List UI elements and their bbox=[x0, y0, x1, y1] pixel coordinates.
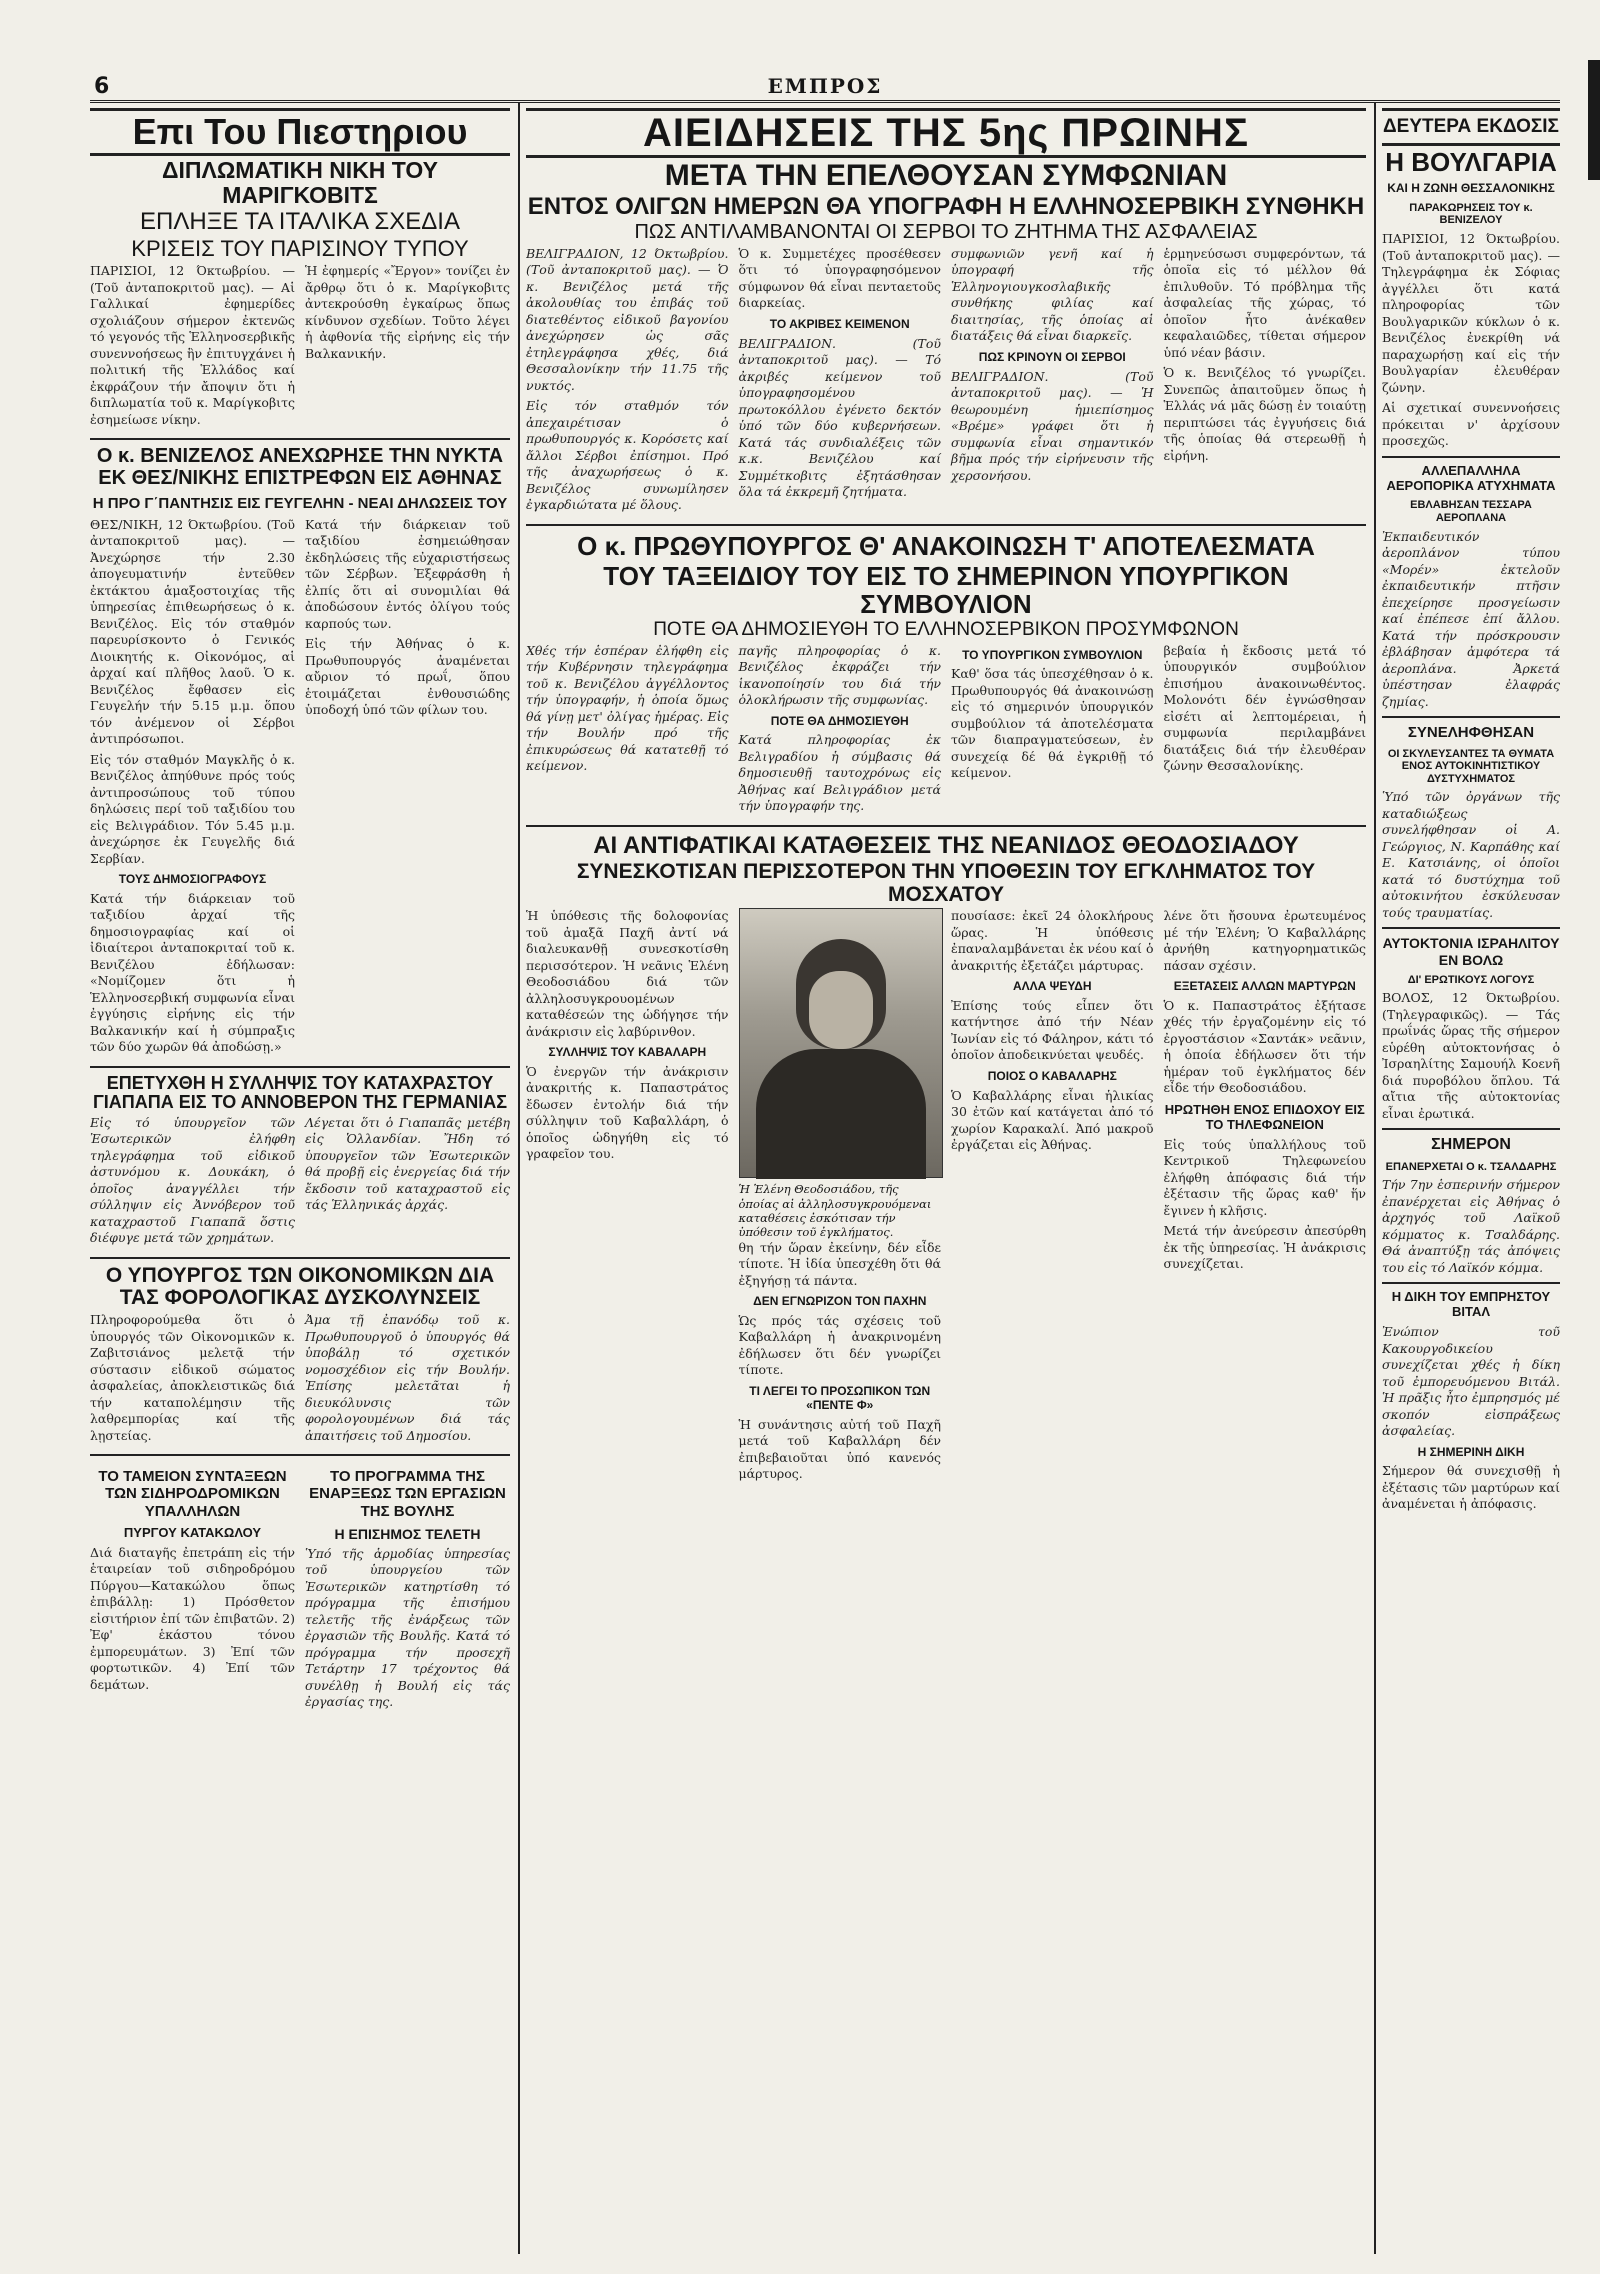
article-text: ΒΕΛΙΓΡΑΔΙΟΝ, 12 Όκτωβρίου. (Τοῦ ἀνταποκριτοῦ μας). — Ὁ κ. Βενιζέλος μετά τῆς ἀκολουθίας του ἐπιβάς τοῦ διατεθέντος εἰδικοῦ βαγονίου ἀνεχώρησεν ὡς σᾶς ἐτηλεγράφησα χθές, διά Θεσσαλονίκην τήν 11.75 τῆς νυκτός. bbox=[526, 245, 729, 393]
article-text: Ὁ κ. Παπαστράτος ἐξήτασε χθές τήν ἐργαζομένην εἰς τό ἐργοστάσιον «Σαντάκ» νεᾶνιν, ἡ ὁποία ἐδήλωσεν ὅτι τήν ἡμέραν τοῦ ἐγκλήματος δέν εἶδε τήν Θεοδοσιάδου. bbox=[1163, 997, 1366, 1096]
subheadline-serbs-judge: ΠΩΣ ΚΡΙΝΟΥΝ ΟΙ ΣΕΡΒΟΙ bbox=[978, 349, 1126, 364]
article-text: πουσίασε: ἐκεῖ 24 ὁλοκλήρους ὥρας. Ἡ ὑπόθεσις ἐπαναλαμβάνεται ἐκ νέου καί ὁ ἀνακριτής ἐξετάζει μάρτυρας. bbox=[951, 908, 1154, 973]
page-number: 6 bbox=[94, 74, 110, 99]
article-text: Πληροφορούμεθα ὅτι ὁ ὑπουργός τῶν Οἰκονομικῶν κ. Ζαβιτσιάνος μελετᾷ τήν σύστασιν εἰδικοῦ σώματος ἀσφαλείας, ἀποκλειστικῶς διά τήν καταπολέμησιν τῆς λαθρεμπορίας καί τῆς λῃστείας. bbox=[90, 1312, 295, 1443]
article-text: Ἡ ἐφημερίς «Ἔργον» τονίζει ἐν ἄρθρῳ ὅτι ὁ κ. Μαρίγκοβιτς ἀντεκρούσθη ἐγκαίρως ὅπως κίνδυνον σχεδίων. Τοῦτο λέγει ἡ ἀφθονία τῆς εἰρήνης εἰς τήν Βαλκανικήν. bbox=[305, 263, 510, 361]
subheadline-looters: ΟΙ ΣΚΥΛΕΥΣΑΝΤΕΣ ΤΑ ΘΥΜΑΤΑ ΕΝΟΣ ΑΥΤΟΚΙΝΗΤΙΣΤΙΚΟΥ ΔΥΣΤΥΧΗΜΑΤΟΣ bbox=[1387, 747, 1555, 785]
headline-air-accidents: ΑΛΛΕΠΑΛΛΗΛΑ ΑΕΡΟΠΟΡΙΚΑ ΑΤΥΧΗΜΑΤΑ bbox=[1386, 462, 1556, 493]
torn-page-edge bbox=[1588, 60, 1600, 180]
article-text: Ὁ κ. Συμμετέχες προσέθεσεν ὅτι τό ὑπογραφησόμενον σύμφωνον θά εἶναι πενταετοῦς διαρκείας. bbox=[738, 245, 941, 311]
headline-vital-trial: Η ΔΙΚΗ ΤΟΥ ΕΜΠΡΗΣΤΟΥ ΒΙΤΑΛ bbox=[1391, 1289, 1551, 1320]
right-column bbox=[1382, 108, 1560, 2254]
headline-suicide-volos: ΑΥΤΟΚΤΟΝΙΑ ΙΣΡΑΗΛΙΤΟΥ ΕΝ ΒΟΛΩ bbox=[1382, 935, 1560, 968]
subheadline-other-witnesses: ΕΞΕΤΑΣΕΙΣ ΑΛΛΩΝ ΜΑΡΤΥΡΩΝ bbox=[1173, 979, 1356, 994]
subheadline-todays-trial: Η ΣΗΜΕΡΙΝΗ ΔΙΚΗ bbox=[1417, 1444, 1525, 1459]
article-text: Εἰς τήν Ἀθήνας ὁ κ. Πρωθυπουργός ἀναμένεται αὔριον τό πρωΐ, ὅπου ἑτοιμάζεται ἐνθουσιώδης ὑποδοχή ὑπό τῶν φίλων του. bbox=[305, 636, 510, 718]
article-text: Χθές τήν ἑσπέραν ἐλήφθη εἰς τήν Κυβέρνησιν τηλεγράφημα τοῦ κ. Βενιζέλου ἀγγέλλοντος τήν ὑπογραφήν, ἡ ὁποία ὅμως θά γίνῃ μετ' ὀλίγας ἡμέρας. Εἰς τήν Βουλήν πρό τῆς ἐπικυρώσεως θά κατατεθῇ τό κείμενον. bbox=[526, 642, 729, 774]
article-text: Λέγεται ὅτι ὁ Γιαπαπᾶς μετέβη εἰς Ὁλλανδίαν. Ἤδη τό ὑπουργεῖον τῶν Ἐσωτερικῶν θά προβῇ εἰς ἐνεργείας διά τήν ἔκδοσιν τοῦ καταχραστοῦ εἰς τάς Ἑλληνικάς ἀρχάς. bbox=[305, 1114, 510, 1213]
article-text: Ὁ Καβαλλάρης εἶναι ἡλικίας 30 ἐτῶν καί κατάγεται ἀπό τό χωρίον Καρακαλί. Ἀπό μακροῦ ἐργάζεται εἰς Ἀθήνας. bbox=[951, 1087, 1154, 1153]
subheadline-four-planes: ΕΒΛΑΒΗΣΑΝ ΤΕΣΣΑΡΑ ΑΕΡΟΠΛΑΝΑ bbox=[1410, 499, 1532, 525]
headline-cabinet-meeting: ΤΟΥ ΤΑΞΕΙΔΙΟΥ ΤΟΥ ΕΙΣ ΤΟ ΣΗΜΕΡΙΝΟΝ ΥΠΟΥΡΓΙΚΟΝ ΣΥΜΒΟΥΛΙΟΝ bbox=[603, 560, 1289, 620]
headline-treaty-signing: ΕΝΤΟΣ ΟΛΙΓΩΝ ΗΜΕΡΩΝ ΘΑ ΥΠΟΓΡΑΦΗ Η ΕΛΛΗΝΟΣΕΡΒΙΚΗ ΣΥΝΘΗΚΗ bbox=[527, 193, 1365, 221]
headline-bulgaria: Η ΒΟΥΛΓΑΡΙΑ bbox=[1385, 146, 1557, 177]
subheadline-arrest-kavallaris: ΣΥΛΛΗΨΙΣ ΤΟΥ ΚΑΒΑΛΑΡΗ bbox=[548, 1045, 707, 1060]
subheadline-when-published: ΠΟΤΕ ΘΑ ΔΗΜΟΣΙΕΥΘΗ bbox=[770, 713, 909, 728]
article-text: Ἐκπαιδευτικόν ἀεροπλάνον τύπου «Μορέν» ἐκτελοῦν ἐκπαιδευτικήν πτῆσιν ἐπεχείρησε προσγείωσιν καί ἐπέπεσε ἐπί ἄλλου. Κατά τήν πρόσκρουσιν ἐβλάβησαν ἀμφότερα τά ἀεροπλάνα. Ἀρκετά ὑπέστησαν ἐλαφράς ζημίας. bbox=[1382, 528, 1560, 709]
article-text: Ἐνώπιον τοῦ Κακουργοδικείου συνεχίζεται χθές ἡ δίκη τοῦ ἐμπορευόμενου Βιτάλ. Ἡ πρᾶξις ἦτο ἐμπρησμός μέ σκοπόν εἰσπράξεως ἀσφαλείας. bbox=[1382, 1324, 1560, 1439]
headline-parliament-program: ΤΟ ΠΡΟΓΡΑΜΜΑ ΤΗΣ ΕΝΑΡΞΕΩΣ ΤΩΝ ΕΡΓΑΣΙΩΝ ΤΗΣ ΒΟΥΛΗΣ bbox=[309, 1468, 506, 1520]
headline-finance-minister: Ο ΥΠΟΥΡΓΟΣ ΤΩΝ ΟΙΚΟΝΟΜΙΚΩΝ ΔΙΑ ΤΑΣ ΦΟΡΟΛΟΓΙΚΑΣ ΔΥΣΚΟΛΥΝΣΕΙΣ bbox=[105, 1263, 495, 1310]
article-text: Ἐπίσης τούς εἶπεν ὅτι κατήντησε ἀπό τήν Νέαν Ἰωνίαν εἰς τό Φάληρον, κάτι τό ὁποῖον ἀποδεικνύεται ψευδές. bbox=[951, 997, 1154, 1063]
headline-pension-fund: ΤΟ ΤΑΜΕΙΟΝ ΣΥΝΤΑΞΕΩΝ ΤΩΝ ΣΙΔΗΡΟΔΡΟΜΙΚΩΝ ΥΠΑΛΛΗΛΩΝ bbox=[98, 1468, 287, 1520]
article-text: Ἡ συνάντησις αὐτή τοῦ Παχῆ μετά τοῦ Καβαλλάρη δέν ἐπιβεβαιοῦται ὑπό κανενός μάρτυρος. bbox=[738, 1416, 941, 1482]
subheadline-telephone: ΗΡΩΤΗΘΗ ΕΝΟΣ ΕΠΙΔΟΧΟΥ ΕΙΣ ΤΟ ΤΗΛΕΦΩΝΕΙΟΝ bbox=[1164, 1101, 1365, 1132]
portrait-photo bbox=[739, 908, 944, 1178]
column-rule bbox=[518, 102, 520, 2254]
headline-marigkovits: ΔΙΠΛΩΜΑΤΙΚΗ ΝΙΚΗ ΤΟΥ ΜΑΡΙΓΚΟΒΙΤΣ bbox=[161, 156, 439, 208]
page-header-bar bbox=[90, 74, 1560, 103]
section-banner-news: ΑΙΕΙΔΗΣΕΙΣ ΤΗΣ 5ης ΠΡΩΙΝΗΣ bbox=[526, 108, 1366, 158]
subheadline-who-kavallaris: ΠΟΙΟΣ Ο ΚΑΒΑΛΑΡΗΣ bbox=[987, 1068, 1117, 1083]
article-text: Εἰς τό ὑπουργεῖον τῶν Ἐσωτερικῶν ἐλήφθη τηλεγράφημα τοῦ εἰδικοῦ ἀστυνόμου κ. Δουκάκη, ὁ ὁποῖος ἀναγγέλλει τήν σύλληψιν εἰς Ἀννόβερον τοῦ καταχραστοῦ Γιαπαπᾶ ὅστις διέφυγε μετά τῶν χρημάτων. bbox=[90, 1114, 295, 1246]
article-text: Σήμερον θά συνεχισθῇ ἡ ἐξέτασις τῶν μαρτύρων καί ἀναμένεται ἡ ἀπόφασις. bbox=[1382, 1463, 1560, 1512]
article-text: συμφωνιῶν γενῆ καί ἡ ὑπογραφή τῆς Ἑλληνογιουγκοσλαβικῆς συνθήκης φιλίας καί διαιτησίας, τῆς ὁποίας αἱ διατάξεις θά εἶναι διαρκεῖς. bbox=[951, 245, 1154, 344]
subheadline-ceremony: Η ΕΠΙΣΗΜΟΣ ΤΕΛΕΤΗ bbox=[334, 1525, 481, 1542]
left-column bbox=[90, 108, 510, 2254]
masthead: ΕΜΠΡΟΣ bbox=[767, 74, 883, 98]
article-text: ἑρμηνεύσωσι συμφερόντων, τά ὁποῖα εἰς τό μέλλον θά ἐπιλυθοῦν. Τό πρόβλημα τῆς ἀσφαλείας τῆς χώρας, τό ὁποῖον ἦτο ἀνέκαθεν κεφαλαιῶδες, τίθεται σήμερον ὑπό νέαν βάσιν. bbox=[1163, 245, 1366, 360]
subheadline-concessions: ΠΑΡΑΚΩΡΗΣΕΙΣ ΤΟΥ κ. ΒΕΝΙΖΕΛΟΥ bbox=[1409, 201, 1533, 227]
article-text: Ἀμα τῇ ἐπανόδῳ τοῦ κ. Πρωθυπουργοῦ ὁ ὑπουργός θά ὑποβάλῃ τό σχετικόν νομοσχέδιον εἰς τήν Βουλήν. Ἐπίσης μελετᾶται ἡ διευκόλυνσις τῶν φορολογουμένων διά τάς ἀπαιτήσεις τοῦ Δημοσίου. bbox=[305, 1312, 510, 1443]
headline-moschato-crime: ΣΥΝΕΣΚΟΤΙΣΑΝ ΠΕΡΙΣΣΟΤΕΡΟΝ ΤΗΝ ΥΠΟΘΕΣΙΝ ΤΟΥ ΕΓΚΛΗΜΑΤΟΣ ΤΟΥ ΜΟΣΧΑΤΟΥ bbox=[576, 859, 1316, 906]
article-text: Διά διαταγῆς ἐπετράπη εἰς τήν ἑταιρείαν τοῦ σιδηροδρόμου Πύργου—Κατακώλου ὅπως ἐπιβάλλῃ: 1) Πρόσθετον εἰσιτήριον ἐπί τῶν ἐπιβατῶν. 2) Ἐφ' ἑκάστου τόνου ἐμπορευμάτων. 3) Ἐπί τῶν φορτωτικῶν. 4) Ἐπί τῶν δεμάτων. bbox=[90, 1544, 295, 1692]
article-text: Τήν 7ην ἑσπερινήν σήμερον ἐπανέρχεται εἰς Ἀθήνας ὁ ἀρχηγός τοῦ Λαϊκοῦ κόμματος κ. Τσαλδάρης. Θά ἀναπτύξῃ τάς ἀπόψεις του εἰς τό Λαϊκόν κόμμα. bbox=[1382, 1177, 1560, 1275]
article-text: Αἱ σχετικαί συνεννοήσεις πρόκειται ν' ἀρχίσουν προσεχῶς. bbox=[1382, 400, 1560, 449]
article-text: Ὡς πρός τάς σχέσεις τοῦ Καβαλλάρη ἡ ἀνακρινομένη ἐδήλωσεν ὅτι δέν γνωρίζει τίποτε. bbox=[738, 1312, 941, 1378]
subheadline-tsaldaris: ΕΠΑΝΕΡΧΕΤΑΙ Ο κ. ΤΣΑΛΔΑΡΗΣ bbox=[1385, 1160, 1557, 1173]
article-text: Εἰς τόν σταθμόν τόν ἀπεχαιρέτισαν ὁ πρωθυπουργός κ. Κορόσετς καί ἄλλοι Σέρβοι ἐπίσημοι. Πρό τῆς ἀναχωρήσεως ὁ κ. Βενιζέλος συνωμίλησεν ἐγκαρδιώτατα μέ ὅλους. bbox=[526, 398, 729, 513]
article-text: Ἡ ὑπόθεσις τῆς δολοφονίας τοῦ ἀμαξᾶ Παχῆ ἀντί νά διαλευκανθῇ συνεσκοτίσθη περισσότερον. Ἡ νεᾶνις Ἑλένη Θεοδοσιάδου διά τῶν ἀλληλοσυγκρουομένων καταθέσεών της ὡδήγησε τήν ἀνάκρισιν εἰς λαβύρινθον. bbox=[526, 908, 729, 1039]
article-text: Ὑπό τῶν ὀργάνων τῆς καταδιώξεως συνελήφθησαν οἱ Α. Γεώργιος, Ν. Καρπάθης καί Ε. Κατσιάνης, οἱ ὁποῖοι κατά τό δυστύχημα τοῦ αὐτοκινήτου ἐσκύλευσαν τούς τραυματίας. bbox=[1382, 789, 1560, 920]
article-text: Εἰς τόν σταθμόν Μαγκλῆς ὁ κ. Βενιζέλος ἀπηύθυνε πρός τούς ἀντιπροσώπους τοῦ τύπου δηλώσεις περί τοῦ ταξιδίου του εἰς Βελιγράδιον. Τόν 5.45 μ.μ. ἀνεχώρησε ἐκ Γευγελῆς διά Σερβίαν. bbox=[90, 751, 295, 866]
subheadline-thessaloniki-zone: ΚΑΙ Η ΖΩΝΗ ΘΕΣΣΑΛΟΝΙΚΗΣ bbox=[1387, 181, 1555, 196]
article-text: ΠΑΡΙΣΙΟΙ, 12 Όκτωβρίου. (Τοῦ ἀνταποκριτοῦ μας). — Τηλεγράφημα ἐκ Σόφιας ἀγγέλλει ὅτι κατά πληροφορίας τῶν Βουλγαρικῶν κύκλων ὁ κ. Βενιζέλος ἐνεκρίθη νά παραχωρήσῃ καί εἰς τήν Βουλγαρίαν ἐλευθέραν ζώνην. bbox=[1382, 231, 1560, 395]
subheadline-security: ΠΩΣ ΑΝΤΙΛΑΜΒΑΝΟΝΤΑΙ ΟΙ ΣΕΡΒΟΙ ΤΟ ΖΗΤΗΜΑ ΤΗΣ ΑΣΦΑΛΕΙΑΣ bbox=[634, 221, 1258, 244]
subheadline-but-false: ΑΛΛΑ ΨΕΥΔΗ bbox=[1012, 979, 1092, 994]
article-text: βεβαία ἡ ἔκδοσις μετά τό ὑπουργικόν συμβούλιον ἐπισήμου ἀνακοινωθέντος. Μολονότι δέν ἐγνώσθησαν εἰσέτι αἱ λεπτομέρειαι, ἡ συμφωνία περιλαμβάνει διατάξεις διά τήν ἐλευθέραν ζώνην Θεσσαλονίκης. bbox=[1163, 642, 1366, 774]
article-text: Καθ' ὅσα τάς ὑπεσχέθησαν ὁ κ. Πρωθυπουργός θά ἀνακοινώσῃ εἰς τό σημερινόν ὑπουργικόν συμβούλιον τά ἀποτελέσματα τῶν διαπραγματεύσεων, ἐν συνεχείᾳ δέ θά ἐγκριθῇ τό κείμενον. bbox=[951, 666, 1154, 781]
subheadline-journalists: ΤΟΥΣ ΔΗΜΟΣΙΟΓΡΑΦΟΥΣ bbox=[118, 872, 267, 887]
article-text: λένε ὅτι ἤσουνα ἐρωτευμένος μέ τήν Ἑλένη; Ὁ Καβαλλάρης ἀρνήθη κατηγορηματικῶς πάσαν σχέσιν. bbox=[1163, 908, 1366, 973]
subheadline-gevgelija: Η ΠΡΟ Γ΄ΠΑΝΤΗΣΙΣ ΕΙΣ ΓΕΥΓΕΛΗΝ - ΝΕΑΙ ΔΗΛΩΣΕΙΣ ΤΟΥ bbox=[92, 495, 508, 513]
subheadline-publication: ΠΟΤΕ ΘΑ ΔΗΜΟΣΙΕΥΘΗ ΤΟ ΕΛΛΗΝΟΣΕΡΒΙΚΟΝ ΠΡΟΣΥΜΦΩΝΟΝ bbox=[653, 619, 1239, 641]
section-banner-second-edition: ΔΕΥΤΕΡΑ ΕΚΔΟΣΙΣ bbox=[1382, 108, 1560, 146]
headline-arrested: ΣΥΝΕΛΗΦΘΗΣΑΝ bbox=[1407, 724, 1535, 742]
headline-prime-minister: Ο κ. ΠΡΩΘΥΠΟΥΡΓΟΣ Θ' ΑΝΑΚΟΙΝΩΣΗ Τ' ΑΠΟΤΕΛΕΣΜΑΤΑ bbox=[577, 530, 1315, 561]
headline-today: ΣΗΜΕΡΟΝ bbox=[1431, 1136, 1511, 1154]
article-text: Ὑπό τῆς ἁρμοδίας ὑπηρεσίας τοῦ ὑπουργείου τῶν Ἐσωτερικῶν κατηρτίσθη τό πρόγραμμα τῆς ἐπισήμου τελετῆς τῆς ἐνάρξεως τῶν ἐργασιῶν τῆς Βουλῆς. Κατά τό πρόγραμμα τήν προσεχῆ Τετάρτην 17 τρέχοντος θά συνέλθῃ ἡ Βουλή εἰς τάς ἐργασίας της. bbox=[305, 1545, 510, 1710]
article-text: ΒΕΛΙΓΡΑΔΙΟΝ. (Τοῦ ἀνταποκριτοῦ μας). — Ἡ θεωρουμένη ἡμιεπίσημος «Βρέμε» γράφει ὅτι ἡ συμφωνία εἶναι σημαντικόν βῆμα πρός τήν εἰρήνευσιν τῆς χερσονήσου. bbox=[951, 368, 1154, 483]
headline-contradictory-testimony: ΑΙ ΑΝΤΙΦΑΤΙΚΑΙ ΚΑΤΑΘΕΣΕΙΣ ΤΗΣ ΝΕΑΝΙΔΟΣ ΘΕΟΔΟΣΙΑΔΟΥ bbox=[593, 831, 1299, 859]
subheadline-paris-press: ΚΡΙΣΕΙΣ ΤΟΥ ΠΑΡΙΣΙΝΟΥ ΤΥΠΟΥ bbox=[131, 236, 469, 262]
article-text: Ὁ ἐνεργῶν τήν ἀνάκρισιν ἀνακριτής κ. Παπαστράτος ἔδωσεν ἐντολήν διά τήν σύλληψιν τοῦ Καβαλλάρη, ὁ ὁποῖος ὡδηγήθη εἰς τό γραφεῖον του. bbox=[526, 1063, 729, 1162]
subheadline-cabinet: ΤΟ ΥΠΟΥΡΓΙΚΟΝ ΣΥΜΒΟΥΛΙΟΝ bbox=[962, 647, 1143, 662]
center-column bbox=[526, 108, 1366, 2254]
photo-caption: Ἡ Ἑλένη Θεοδοσιάδου, τῆς ὁποίας αἱ ἀλληλοσυγκρουόμεναι καταθέσεις ἐσκότισαν τήν ὑπόθεσιν τοῦ ἐγκλήματος. bbox=[738, 1182, 932, 1240]
article-text: Μετά τήν ἀνεύρεσιν ἀπεσύρθη ἐκ τῆς ὑπηρεσίας. Ἡ ἀνάκρισις συνεχίζεται. bbox=[1163, 1223, 1366, 1272]
column-rule bbox=[1374, 102, 1376, 2254]
headline-after-agreement: ΜΕΤΑ ΤΗΝ ΕΠΕΛΘΟΥΣΑΝ ΣΥΜΦΩΝΙΑΝ bbox=[664, 159, 1228, 192]
subheadline-exact-text: ΤΟ ΑΚΡΙΒΕΣ ΚΕΙΜΕΝΟΝ bbox=[769, 316, 910, 331]
subheadline-pente-f: ΤΙ ΛΕΓΕΙ ΤΟ ΠΡΟΣΩΠΙΚΟΝ ΤΩΝ «ΠΕΝΤΕ Φ» bbox=[749, 1383, 931, 1412]
article-text: ΠΑΡΙΣΙΟΙ, 12 Όκτωβρίου. — (Τοῦ ἀνταποκριτοῦ μας). — Αἱ Γαλλικαί ἐφημερίδες σχολιάζουν σήμερον ἐκτενῶς τό γεγονός τῆς Ἑλληνοσερβικῆς συνεννοήσεως ἣν ἐπιτυγχάνει ἡ πολιτική τῆς Ἑλλάδος καί ἐκφράζουν τήν ἄποψιν ὅτι ἡ διπλωματία τοῦ κ. Μαρίγκοβιτς ἐσημείωσε νίκην. bbox=[90, 263, 295, 427]
subheadline-did-not-know: ΔΕΝ ΕΓΝΩΡΙΖΟΝ ΤΟΝ ΠΑΧΗΝ bbox=[753, 1294, 927, 1309]
article-text: Κατά τήν διάρκειαν τοῦ ταξιδίου ἐσημειώθησαν ἐκδηλώσεις τῆς εὐχαριστήσεως τῶν Σέρβων. Ἐξεφράσθη ἡ ἐλπίς ὅτι αἱ συνομιλίαι θά ἀποδώσουν ἐντός ὀλίγου τούς καρπούς των. bbox=[305, 516, 510, 631]
subheadline-pyrgos: ΠΥΡΓΟΥ ΚΑΤΑΚΩΛΟΥ bbox=[123, 1524, 262, 1540]
article-text: θη τήν ὥραν ἐκείνην, δέν εἶδε τίποτε. Ἡ ἰδία ὑπεσχέθη ὅτι θά ἐξηγήσῃ τά πάντα. bbox=[738, 1239, 941, 1288]
subheadline-romantic-reasons: ΔΙ' ΕΡΩΤΙΚΟΥΣ ΛΟΓΟΥΣ bbox=[1407, 973, 1535, 986]
subheadline-italian: ΕΠΛΗΞΕ ΤΑ ΙΤΑΛΙΚΑ ΣΧΕΔΙΑ bbox=[140, 208, 460, 236]
article-text: ΒΟΛΟΣ, 12 Όκτωβρίου. (Τηλεγραφικῶς). — Τάς πρωΐνάς ὥρας τῆς σήμερον εὑρέθη αὐτοκτονήσας ὁ Ἰσραηλίτης Σαμουήλ Κοενῆ διά πυροβόλου ὅπλου. Τά αἴτια τῆς αὐτοκτονίας εἶναι ἐρωτικά. bbox=[1382, 990, 1560, 1121]
headline-giapapas-arrest: ΕΠΕΤΥΧΘΗ Η ΣΥΛΛΗΨΙΣ ΤΟΥ ΚΑΤΑΧΡΑΣΤΟΥ ΓΙΑΠΑΠΑ ΕΙΣ ΤΟ ΑΝΝΟΒΕΡΟΝ ΤΗΣ ΓΕΡΜΑΝΙΑΣ bbox=[92, 1072, 508, 1113]
headline-venizelos-departed: Ο κ. ΒΕΝΙΖΕΛΟΣ ΑΝΕΧΩΡΗΣΕ ΤΗΝ ΝΥΚΤΑ ΕΚ ΘΕΣ/ΝΙΚΗΣ ΕΠΙΣΤΡΕΦΩΝ ΕΙΣ ΑΘΗΝΑΣ bbox=[96, 445, 504, 489]
article-text: Εἰς τούς ὑπαλλήλους τοῦ Κεντρικοῦ Τηλεφωνείου ἐλήφθη ἀπόφασις διά τήν ἐξέτασιν τῆς ὥρας καθ' ἥν ἔγινεν ἡ κλῆσις. bbox=[1163, 1136, 1366, 1218]
article-text: Κατά πληροφορίας ἐκ Βελιγραδίου ἡ σύμβασις θά δημοσιευθῇ ταυτοχρόνως εἰς Ἀθήνας καί Βελιγράδιον μετά τήν ὑπογραφήν της. bbox=[738, 732, 941, 814]
section-banner-press: Επι Του Πιεστηριου bbox=[90, 108, 510, 156]
article-text: Ὁ κ. Βενιζέλος τό γνωρίζει. Συνεπῶς ἀπαιτοῦμεν ὅπως ἡ Ἑλλάς νά μᾶς δώσῃ ἐν τοιαύτῃ περιπτώσει τάς ἐγγυήσεις διά τῆς ὁποίας θά στερεωθῇ ἡ εἰρήνη. bbox=[1163, 365, 1366, 463]
article-text: ΒΕΛΙΓΡΑΔΙΟΝ. (Τοῦ ἀνταποκριτοῦ μας). — Τό ἀκριβές κείμενον τοῦ ὑπογραφησομένου πρωτοκόλλου ἐγένετο δεκτόν ὑπό τῶν δύο κυβερνήσεων. Κατά τάς συνδιαλέξεις τῶν κ.κ. Βενιζέλου καί Συμμέτκοβιτς ἐξητάσθησαν ὅλα τά ἐκκρεμῆ ζητήματα. bbox=[738, 335, 941, 500]
article-text: ΘΕΣ/ΝΙΚΗ, 12 Όκτωβρίου. (Τοῦ ἀνταποκριτοῦ μας). — Ἀνεχώρησε τήν 2.30 ἀπογευματινήν ἐντεῦθεν ἐκτάκτου ἁμαξοστοιχίας τῆς ὑπηρεσίας ἐπιθεωρήσεως ὁ κ. Βενιζέλος. Εἰς τόν σταθμόν παρευρίσκοντο ὁ Γενικός Διοικητής κ. Οἰκονόμος, αἱ ἀρχαί καί πλῆθος λαοῦ. Ὁ κ. Βενιζέλος ἔφθασεν εἰς Γευγελήν τήν 5.15 μ.μ. ὅπου τόν ἀνέμενον οἱ Σέρβοι ἀντιπρόσωποι. bbox=[90, 516, 295, 747]
article-text: Κατά τήν διάρκειαν τοῦ ταξιδίου ἀρχαί τῆς δημοσιογραφίας καί οἱ ἰδιαίτεροι ἀνταποκριταί τοῦ κ. Βενιζέλου ἐδήλωσαν: «Νομίζομεν ὅτι ἡ Ἑλληνοσερβική συμφωνία εἶναι ἐγγύησις εἰρήνης εἰς τήν Βαλκανικήν καί ἡ σύμπραξις τῶν δύο χωρῶν θά ἀποδώσῃ.» bbox=[90, 890, 295, 1055]
article-text: παγῆς πληροφορίας ὁ κ. Βενιζέλος ἐκφράζει τήν ἱκανοποίησίν του διά τήν ὁλοκλήρωσιν τῆς συμφωνίας. bbox=[738, 642, 941, 708]
